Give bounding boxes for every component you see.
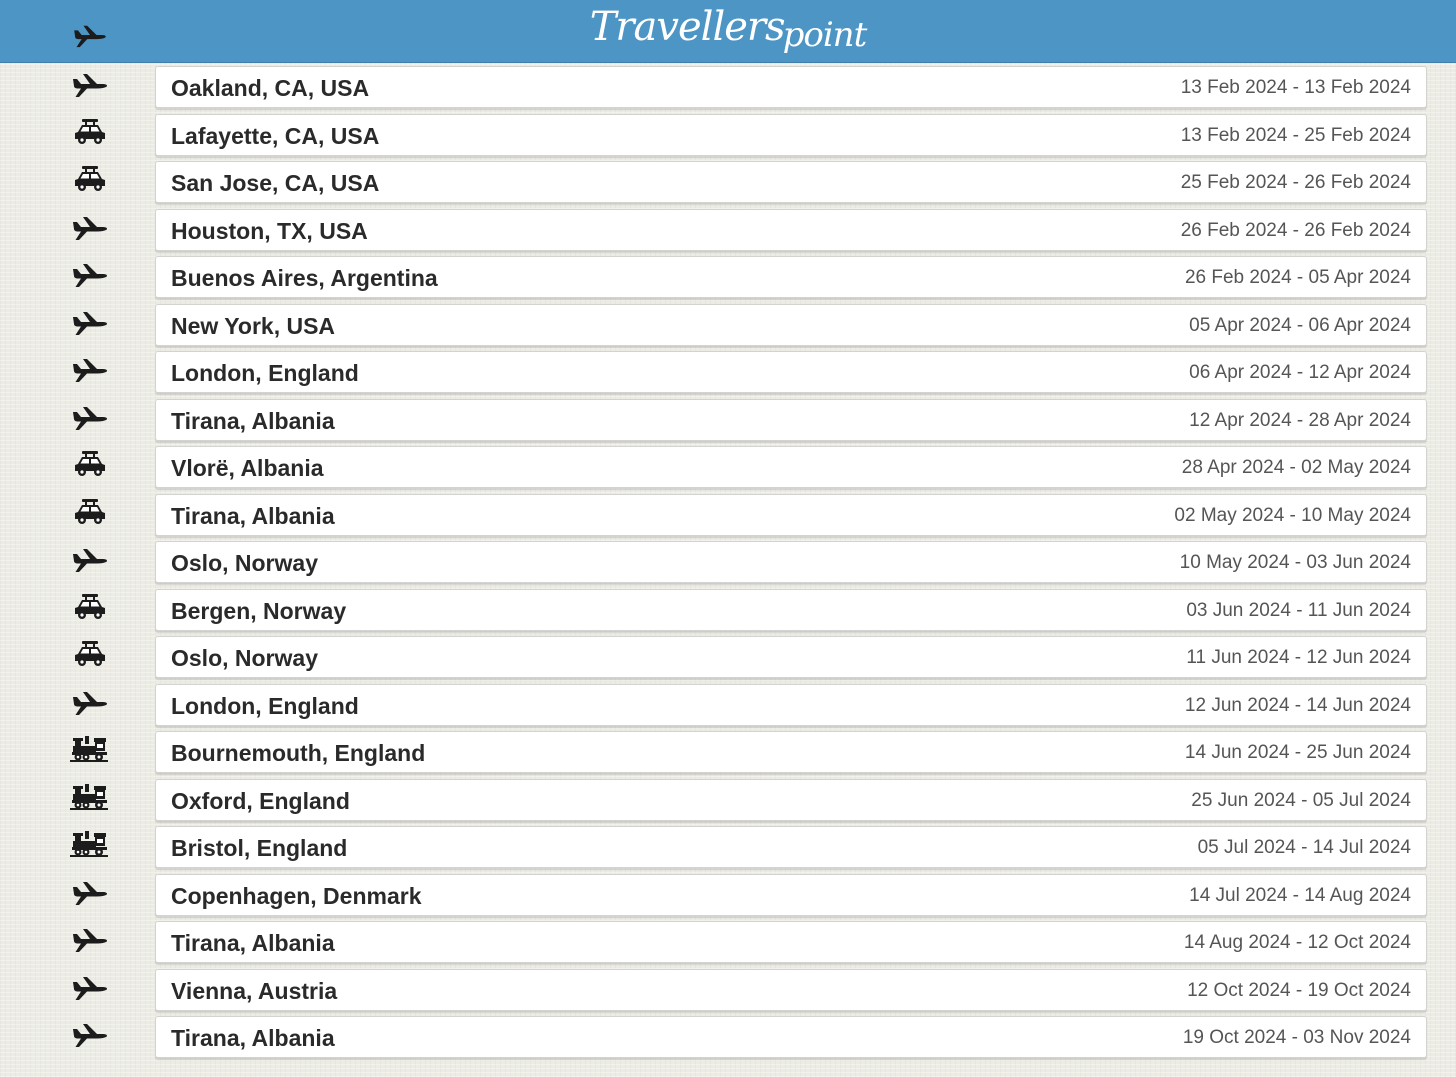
trip-stop-card[interactable] <box>155 684 1427 726</box>
trip-row <box>0 874 1456 922</box>
trip-stop-card[interactable] <box>155 731 1427 773</box>
plane-icon <box>70 973 110 1001</box>
trip-stop-card[interactable] <box>155 446 1427 488</box>
trip-dates: 14 Jun 2024 - 25 Jun 2024 <box>1184 742 1411 763</box>
trip-row <box>0 731 1456 779</box>
trip-stop-card[interactable] <box>155 256 1427 298</box>
trip-dates: 13 Feb 2024 - 13 Feb 2024 <box>1180 77 1411 98</box>
plane-icon <box>70 70 110 98</box>
trip-dates: 05 Apr 2024 - 06 Apr 2024 <box>1189 314 1411 336</box>
train-icon <box>70 783 110 811</box>
trip-stop-card[interactable] <box>155 779 1427 821</box>
car-icon <box>70 165 110 193</box>
trip-stop-card[interactable] <box>155 589 1427 631</box>
trip-row <box>0 161 1456 209</box>
plane-icon <box>70 925 110 953</box>
trip-row <box>0 636 1456 684</box>
trip-row <box>0 66 1456 114</box>
trip-place: Bristol, England <box>171 835 348 861</box>
trip-place: Tirana, Albania <box>171 930 335 956</box>
train-icon <box>70 830 110 858</box>
train-icon <box>70 735 110 763</box>
trip-row <box>0 351 1456 399</box>
trip-dates: 02 May 2024 - 10 May 2024 <box>1174 504 1411 526</box>
trip-place: London, England <box>171 360 359 386</box>
car-icon <box>70 450 110 478</box>
trip-dates: 06 Apr 2024 - 12 Apr 2024 <box>1189 362 1411 383</box>
trip-place: Tirana, Albania <box>171 1025 335 1051</box>
trip-place: Oslo, Norway <box>171 550 318 576</box>
trip-stop-card[interactable] <box>155 636 1427 678</box>
trip-dates: 25 Feb 2024 - 26 Feb 2024 <box>1180 172 1411 193</box>
trip-place: Buenos Aires, Argentina <box>171 265 438 291</box>
trip-place: Vienna, Austria <box>171 977 338 1004</box>
plane-icon <box>70 1020 110 1048</box>
trip-place: Lafayette, CA, USA <box>171 122 380 149</box>
trip-stop-card[interactable] <box>155 1016 1427 1058</box>
trip-stop-card[interactable] <box>155 161 1427 203</box>
trip-row <box>0 446 1456 494</box>
trip-row <box>0 256 1456 304</box>
trip-stop-card[interactable] <box>155 114 1427 156</box>
car-icon <box>70 640 110 668</box>
trip-stop-card[interactable] <box>155 541 1427 583</box>
trip-dates: 12 Apr 2024 - 28 Apr 2024 <box>1189 409 1411 431</box>
trip-dates: 11 Jun 2024 - 12 Jun 2024 <box>1186 647 1411 668</box>
trip-dates: 14 Jul 2024 - 14 Aug 2024 <box>1189 884 1411 906</box>
plane-icon <box>70 688 110 716</box>
trip-row <box>0 589 1456 637</box>
trip-row <box>0 399 1456 447</box>
trip-row <box>0 304 1456 352</box>
trip-place: Vlorë, Albania <box>171 455 324 481</box>
trip-stop-card[interactable] <box>155 399 1427 441</box>
trip-row <box>0 541 1456 589</box>
trip-dates: 26 Feb 2024 - 26 Feb 2024 <box>1180 219 1411 241</box>
trip-row <box>0 684 1456 732</box>
plane-icon <box>70 355 110 383</box>
plane-icon <box>70 308 110 336</box>
trip-row <box>0 779 1456 827</box>
travellerspoint-logo[interactable] <box>0 0 1456 56</box>
car-icon <box>70 498 110 526</box>
trip-stop-card[interactable] <box>155 494 1427 536</box>
trip-place: Houston, TX, USA <box>171 217 368 244</box>
trip-dates: 19 Oct 2024 - 03 Nov 2024 <box>1182 1027 1411 1048</box>
trip-dates: 26 Feb 2024 - 05 Apr 2024 <box>1184 267 1411 288</box>
trip-place: San Jose, CA, USA <box>171 170 380 196</box>
trip-stop-card[interactable] <box>155 969 1427 1011</box>
trip-row <box>0 1016 1456 1064</box>
trip-stop-card[interactable] <box>155 874 1427 916</box>
trip-stop-card[interactable] <box>155 209 1427 251</box>
trip-place: Tirana, Albania <box>171 407 335 434</box>
trip-row <box>0 494 1456 542</box>
app-header <box>0 0 1456 63</box>
trip-place: Oslo, Norway <box>171 645 318 671</box>
plane-icon <box>70 260 110 288</box>
trip-place: Bournemouth, England <box>171 740 426 766</box>
trip-place: New York, USA <box>171 312 336 339</box>
trip-dates: 03 Jun 2024 - 11 Jun 2024 <box>1186 599 1411 621</box>
plane-icon <box>70 545 110 573</box>
car-icon <box>70 593 110 621</box>
trip-dates: 12 Oct 2024 - 19 Oct 2024 <box>1187 979 1411 1001</box>
trip-place: Copenhagen, Denmark <box>171 882 422 909</box>
trip-dates: 14 Aug 2024 - 12 Oct 2024 <box>1183 932 1411 953</box>
trip-row <box>0 114 1456 162</box>
trip-place: Bergen, Norway <box>171 597 347 624</box>
trip-dates: 10 May 2024 - 03 Jun 2024 <box>1179 552 1411 573</box>
plane-icon <box>70 213 110 241</box>
trip-dates: 05 Jul 2024 - 14 Jul 2024 <box>1197 837 1411 858</box>
trip-dates: 28 Apr 2024 - 02 May 2024 <box>1181 457 1411 478</box>
trip-row <box>0 921 1456 969</box>
trip-stop-card[interactable] <box>155 304 1427 346</box>
trip-row <box>0 209 1456 257</box>
trip-dates: 25 Jun 2024 - 05 Jul 2024 <box>1191 789 1411 811</box>
trip-place: Tirana, Albania <box>171 502 335 529</box>
trip-place: London, England <box>171 692 359 719</box>
trip-place: Oxford, England <box>171 787 350 814</box>
logo-text-point: point <box>782 15 867 55</box>
trip-row <box>0 969 1456 1017</box>
trip-place: Oakland, CA, USA <box>171 75 370 101</box>
plane-icon <box>70 878 110 906</box>
trip-stop-card[interactable] <box>155 351 1427 393</box>
logo-text-travellers: Travellers <box>589 4 785 50</box>
car-icon <box>70 118 110 146</box>
trip-stop-card[interactable] <box>155 826 1427 868</box>
trip-dates: 13 Feb 2024 - 25 Feb 2024 <box>1180 124 1411 146</box>
plane-icon <box>70 403 110 431</box>
trip-row <box>0 826 1456 874</box>
trip-stop-card[interactable] <box>155 921 1427 963</box>
trip-stop-card[interactable] <box>155 66 1427 108</box>
trip-dates: 12 Jun 2024 - 14 Jun 2024 <box>1184 694 1411 716</box>
trip-list <box>0 66 1456 1064</box>
